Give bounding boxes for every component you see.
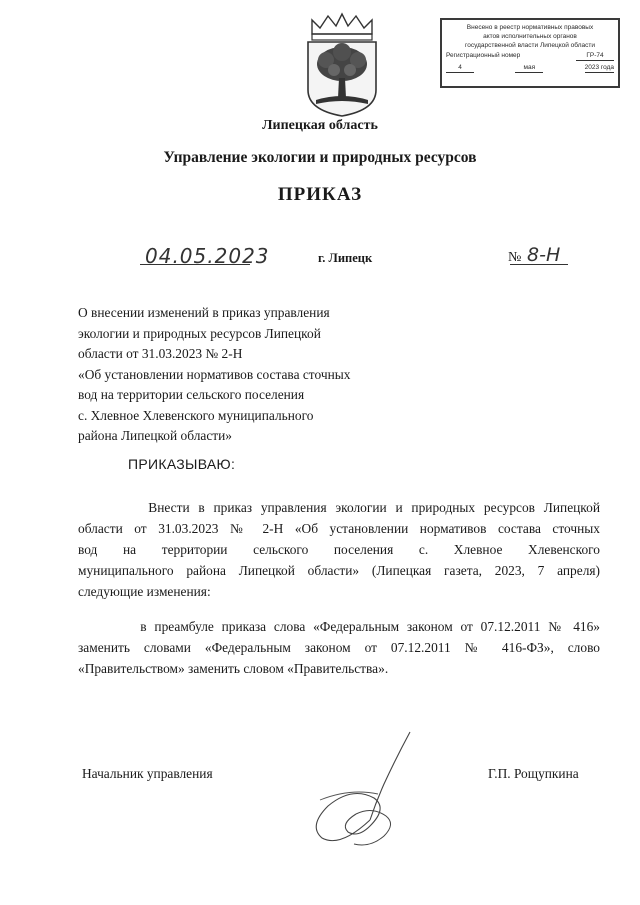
registration-stamp bbox=[440, 18, 620, 88]
subject-line: О внесении изменений в приказ управления bbox=[78, 305, 330, 320]
order-directive: ПРИКАЗЫВАЮ: bbox=[128, 456, 236, 472]
stamp-date-row bbox=[446, 63, 614, 73]
subject-line: вод на территории сельского поселения bbox=[78, 387, 305, 402]
subject-line: с. Хлевное Хлевенского муниципального bbox=[78, 407, 314, 423]
date-underline bbox=[140, 264, 250, 265]
subject-line: «Об установлении нормативов состава сточных bbox=[78, 366, 351, 382]
stamp-line-1: Внесено в реестр нормативных правовых bbox=[466, 24, 594, 31]
paragraph-amendment-intro bbox=[78, 497, 600, 602]
coat-of-arms-emblem bbox=[300, 12, 384, 118]
stamp-day: 4 bbox=[446, 63, 474, 73]
paragraph-line: «Правительством» заменить словом «Правительства». bbox=[78, 661, 389, 676]
handwritten-order-number: 8-Н bbox=[527, 244, 561, 266]
department-name: Управление экологии и природных ресурсов bbox=[163, 149, 477, 166]
subject-line: экологии и природных ресурсов Липецкой bbox=[78, 325, 321, 341]
handwritten-signature bbox=[300, 728, 440, 858]
subject-line: области от 31.03.2023 № 2-Н bbox=[78, 346, 243, 361]
order-number-label: № bbox=[508, 250, 522, 265]
stamp-line-3: государственной власти Липецкой области bbox=[464, 42, 595, 49]
number-underline bbox=[510, 264, 568, 265]
paragraph-line: заменить словами «Федеральным законом от 07.12.2011 № 416-ФЗ», слово bbox=[78, 640, 600, 655]
handwritten-date: 04.05.2023 bbox=[145, 244, 270, 268]
document-subject bbox=[78, 303, 408, 447]
paragraph-line: вод на территории сельского поселения с. Хлевное Хлевенского bbox=[78, 542, 600, 557]
subject-line: района Липецкой области» bbox=[78, 428, 232, 443]
document-type-title: ПРИКАЗ bbox=[277, 184, 363, 205]
stamp-month: мая bbox=[515, 63, 543, 73]
signer-title: Начальник управления bbox=[82, 766, 213, 781]
paragraph-line: в преамбуле приказа слова «Федеральным законом от 07.12.2011 № 416» bbox=[78, 619, 600, 634]
stamp-registration-row bbox=[446, 51, 614, 61]
paragraph-line: Внести в приказ управления экологии и природных ресурсов Липецкой bbox=[78, 500, 600, 515]
city-label: г. Липецк bbox=[318, 251, 373, 265]
paragraph-amendment-detail bbox=[78, 616, 600, 679]
stamp-reg-label: Регистрационный номер bbox=[446, 52, 521, 59]
stamp-line-2: актов исполнительных органов bbox=[483, 33, 577, 40]
paragraph-line: муниципального района Липецкой области» (Липецкая газета, 2023, 7 апреля) bbox=[78, 563, 600, 578]
signer-name: Г.П. Рощупкина bbox=[488, 766, 579, 781]
paragraph-line: следующие изменения: bbox=[78, 584, 211, 599]
stamp-reg-number: ГР-74 bbox=[576, 51, 614, 61]
region-name: Липецкая область bbox=[262, 118, 378, 133]
stamp-year: 2023 года bbox=[584, 64, 614, 71]
paragraph-line: области от 31.03.2023 № 2-Н «Об установлении нормативов состава сточных bbox=[78, 521, 600, 536]
